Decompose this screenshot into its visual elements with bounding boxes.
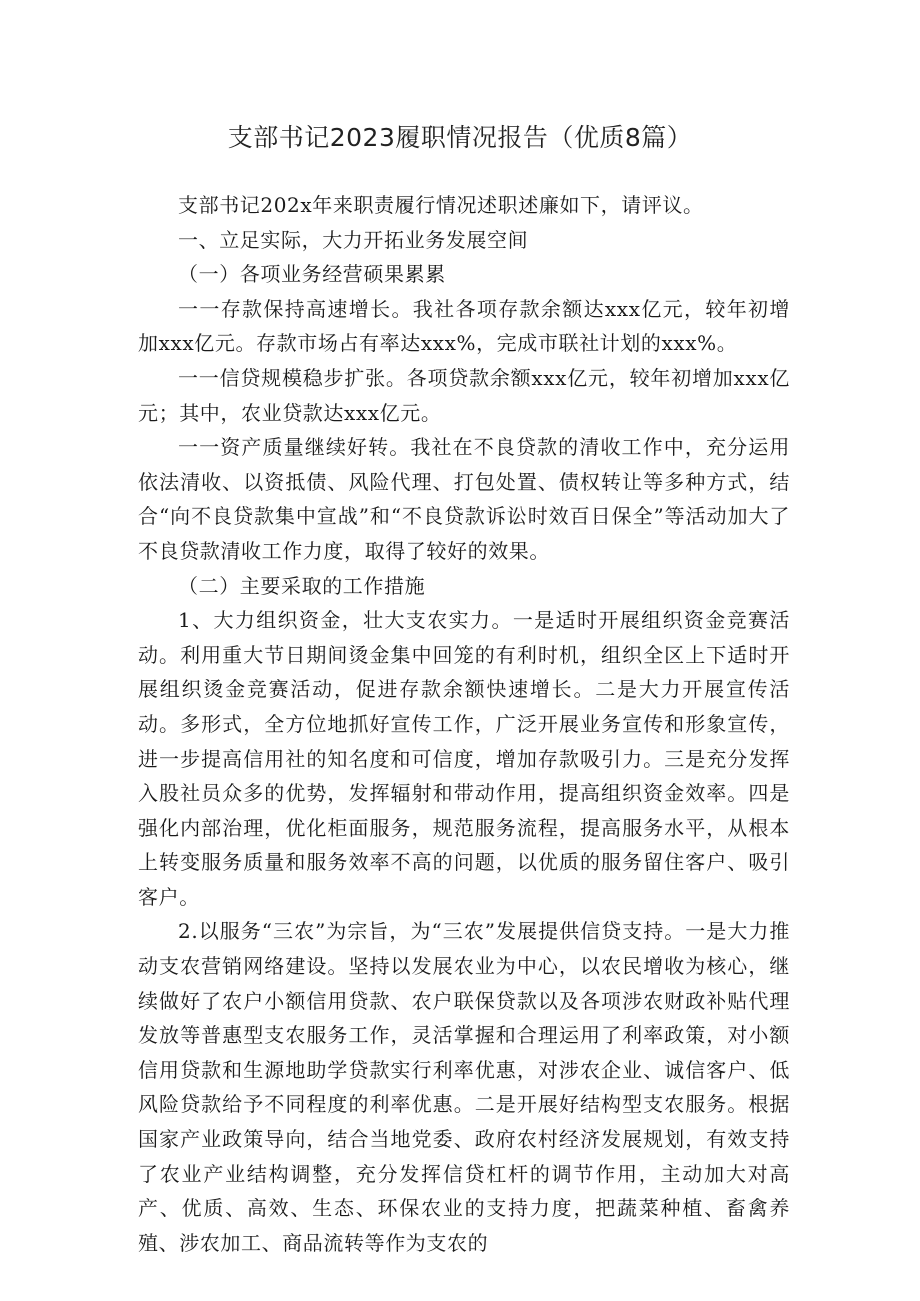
subsection-heading-2: （二）主要采取的工作措施 bbox=[178, 573, 426, 598]
paragraph-measure-1: 1、大力组织资金，壮大支农实力。一是适时开展组织资金竞赛活动。利用重大节日期间烫金集中回笼的有利时机，组织全区上下适时开展组织烫金竞赛活动，促进存款余额快速增长。二是大力开展宣传活动。多形式，全方位地抓好宣传工作，广泛开展业务宣传和形象宣传，进一步提高信用社的知名度和可信度，增加存款吸引力。三是充分发挥入股社员众多的优势，发挥辐射和带动作用，提高组织资金效率。四是强化内部治理，优化柜面服务，规范服务流程，提高服务水平，从根本上转变服务质量和服务效率不高的问题，以优质的服务留住客户、吸引客户。 bbox=[138, 608, 790, 909]
paragraph-measure-2: 2.以服务“三农”为宗旨，为“三农”发展提供信贷支持。一是大力推动支农营销网络建设。坚持以发展农业为中心，以农民增收为核心，继续做好了农户小额信用贷款、农户联保贷款以及各项涉农财政补贴代理发放等普惠型支农服务工作，灵活掌握和合理运用了利率政策，对小额信用贷款和生源地助学贷款实行利率优惠，对涉农企业、诚信客户、低风险贷款给予不同程度的利率优惠。二是开展好结构型支农服务。根据国家产业政策导向，结合当地党委、政府农村经济发展规划，有效支持了农业产业结构调整，充分发挥信贷杠杆的调节作用，主动加大对高产、优质、高效、生态、环保农业的支持力度，把蔬菜种植、畜禽养殖、涉农加工、商品流转等作为支农的 bbox=[138, 919, 790, 1255]
paragraph-intro: 支部书记202x年来职责履行情况述职述廉如下，请评议。 bbox=[178, 193, 704, 217]
paragraph-deposits: 一一存款保持高速增长。我社各项存款余额达xxx亿元，较年初增加xxx亿元。存款市场占有率达xxx%，完成市联社计划的xxx%。 bbox=[138, 296, 790, 356]
paragraph-asset-quality: 一一资产质量继续好转。我社在不良贷款的清收工作中，充分运用依法清收、以资抵债、风险代理、打包处置、债权转让等多种方式，结合“向不良贷款集中宣战”和“不良贷款诉讼时效百日保全”等活动加大了不良贷款清收工作力度，取得了较好的效果。 bbox=[138, 435, 790, 563]
subsection-heading-1: （一）各项业务经营硕果累累 bbox=[178, 262, 446, 287]
document-body bbox=[138, 188, 790, 1260]
section-heading-1: 一、立足实际，大力开拓业务发展空间 bbox=[178, 227, 529, 252]
document-title: 支部书记2023履职情况报告（优质8篇） bbox=[227, 123, 693, 152]
paragraph-loans: 一一信贷规模稳步扩张。各项贷款余额xxx亿元，较年初增加xxx亿元；其中，农业贷款达xxx亿元。 bbox=[138, 365, 790, 425]
